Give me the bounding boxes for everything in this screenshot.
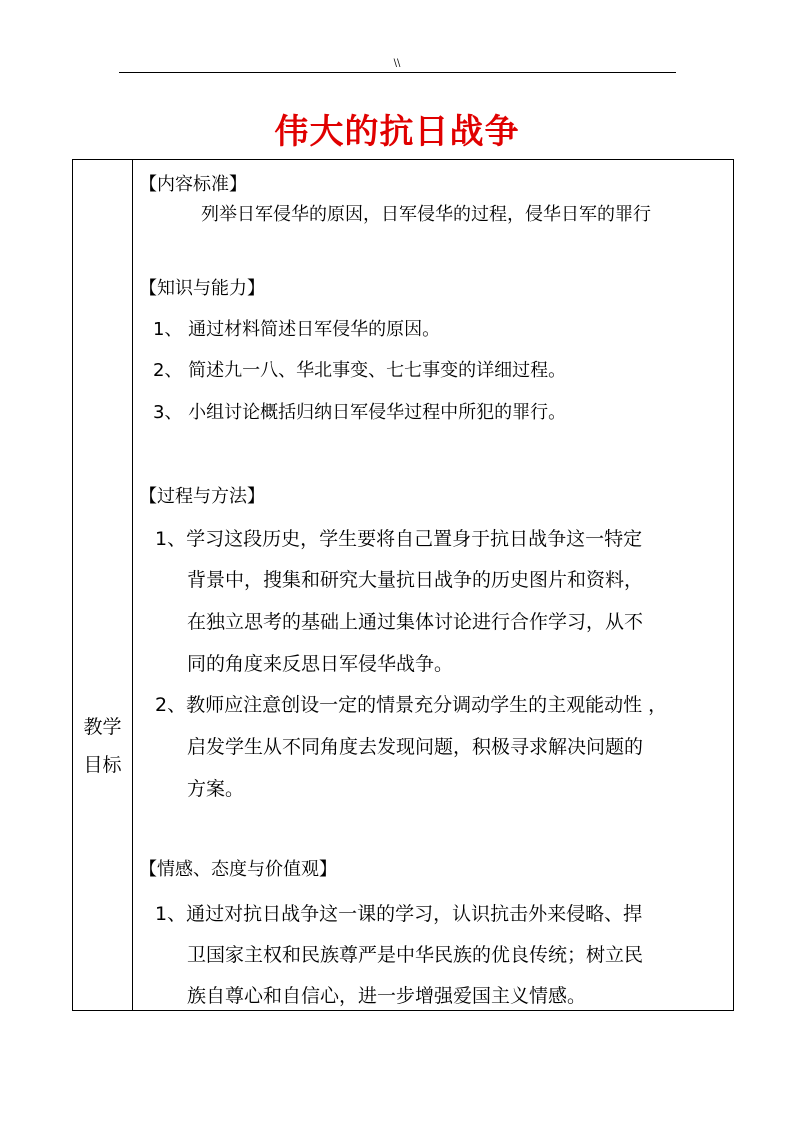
section-heading-content-standard: 【内容标准】 [139, 174, 247, 195]
header-rule [119, 72, 676, 73]
knowledge-item: 2、 简述九一八、华北事变、七七事变的详细过程。 [153, 360, 567, 381]
objectives-content [133, 160, 733, 1010]
knowledge-item: 3、 小组讨论概括归纳日军侵华过程中所犯的罪行。 [153, 402, 567, 423]
section-heading-knowledge: 【知识与能力】 [139, 278, 265, 299]
content-standard-text: 列举日军侵华的原因，日军侵华的过程，侵华日军的罪行 [201, 204, 651, 225]
row-label [73, 708, 132, 784]
process-item-1-line: 1、学习这段历史，学生要将自己置身于抗日战争这一特定 [155, 528, 643, 550]
row-label-line-1: 教学 [83, 716, 122, 738]
process-item-1-line: 在独立思考的基础上通过集体讨论进行合作学习，从不 [187, 611, 644, 633]
section-heading-process: 【过程与方法】 [139, 486, 265, 507]
process-item-2-line: 2、教师应注意创设一定的情景充分调动学生的主观能动性 ， [155, 694, 668, 716]
process-item-2-line: 启发学生从不同角度去发现问题，积极寻求解决问题的 [187, 736, 644, 758]
row-label-line-2: 目标 [83, 754, 122, 776]
objectives-table [72, 159, 734, 1011]
values-item-1-line: 卫国家主权和民族尊严是中华民族的优良传统；树立民 [187, 944, 644, 966]
knowledge-item: 1、 通过材料简述日军侵华的原因。 [153, 319, 441, 340]
section-heading-values: 【情感、态度与价值观】 [139, 859, 337, 880]
values-item-1-line: 族自尊心和自信心，进一步增强爱国主义情感。 [187, 985, 587, 1007]
process-item-1-line: 背景中，搜集和研究大量抗日战争的历史图片和资料， [187, 569, 644, 591]
process-item-2-line: 方案。 [187, 778, 245, 800]
header-mark: \\ [393, 58, 401, 69]
values-item-1-line: 1、通过对抗日战争这一课的学习，认识抗击外来侵略、捍 [155, 903, 643, 925]
process-item-1-line: 同的角度来反思日军侵华战争。 [187, 653, 454, 675]
page-title: 伟大的抗日战争 [274, 112, 520, 152]
